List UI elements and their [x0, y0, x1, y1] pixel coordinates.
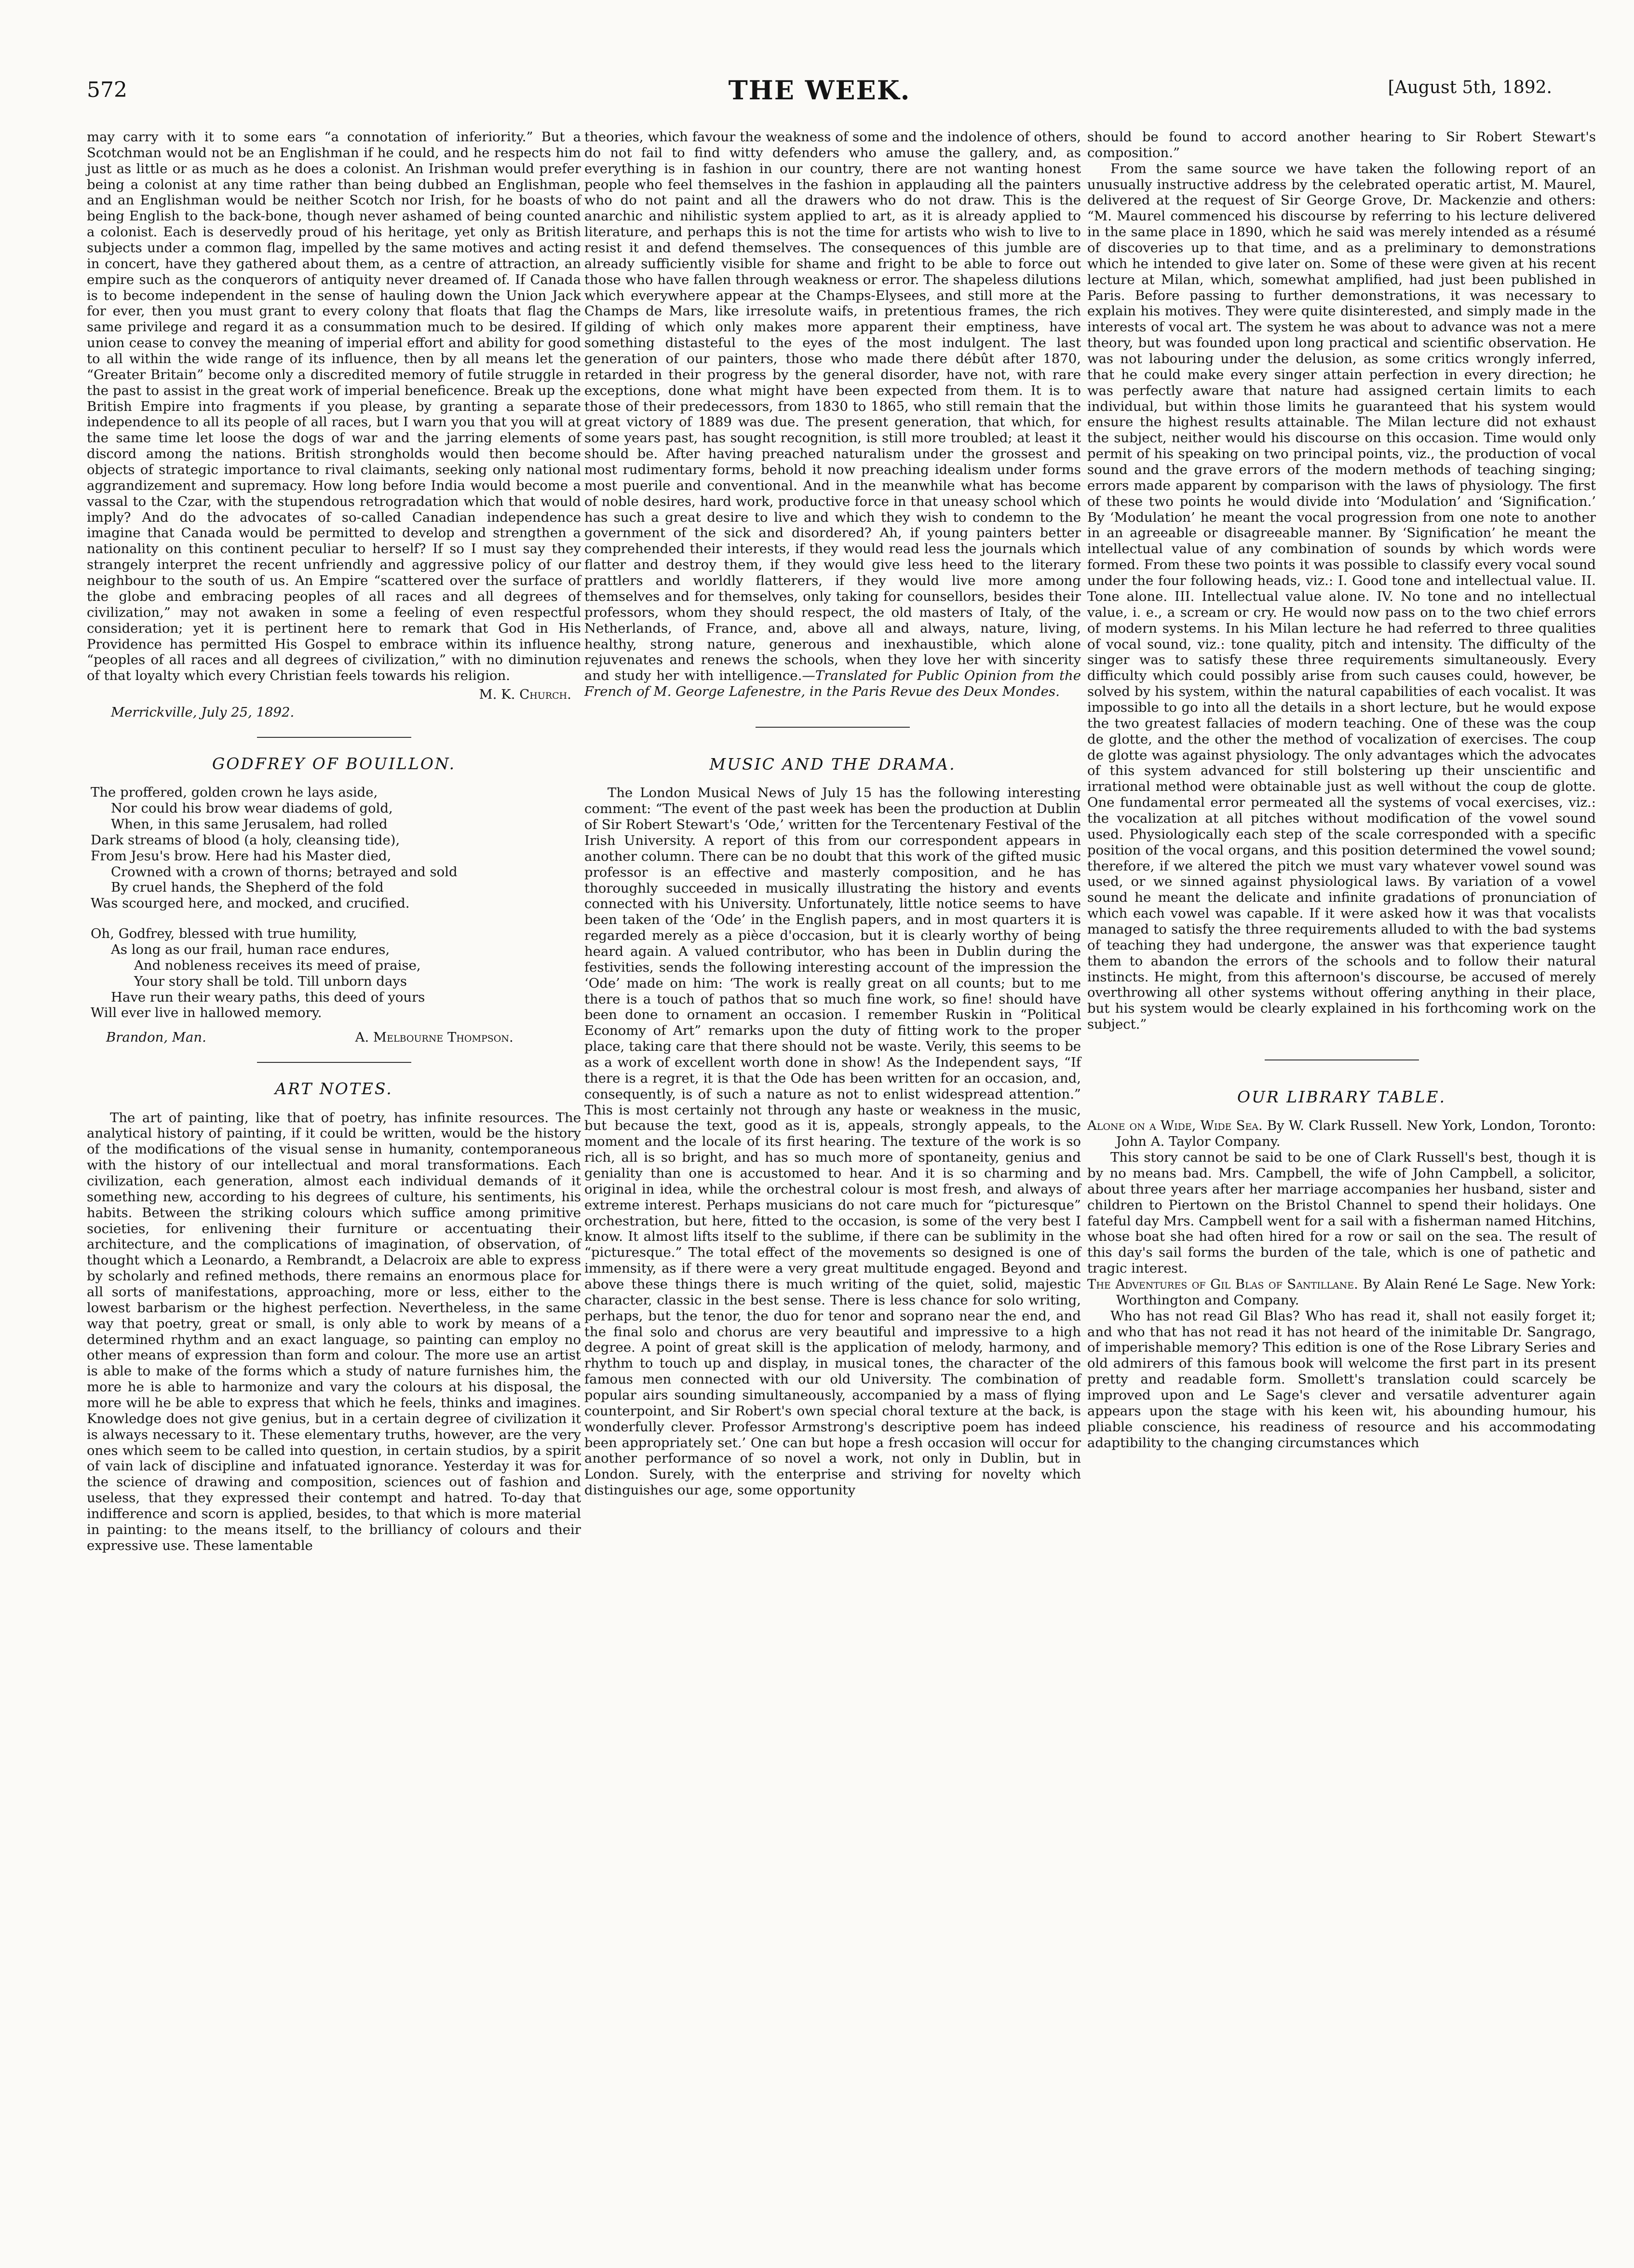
stanza-gap [91, 911, 581, 926]
poem-line: When, in this same Jerusalem, had rolled [111, 816, 388, 832]
poem-line: By cruel hands, the Shepherd of the fold [111, 880, 384, 896]
poem-line: As long as our frail, human race endures, [111, 941, 390, 957]
music-drama-title: MUSIC AND THE DRAMA. [709, 754, 956, 774]
letter-signature: M. K. Church. [479, 687, 571, 703]
book-title: Alone on a Wide, Wide Sea. [1087, 1118, 1263, 1134]
page-number: 572 [87, 78, 127, 102]
section-divider [1265, 1059, 1419, 1060]
book-review: Who has not read Gil Blas? Who has read it, shall not easily forget it; and who that has not read it has not heard of the inimitable Dr. Sangrago, of imperishable memory? This edition is one of the Rose Library Series and old admirers of this famous book will welcome the first part in its present pretty and readable form. Smollett's translation could scarcely be improved upon and Le Sage's clever and versatile adventurer again appears upon the stage with his keen wit, his abounding humour, his pliable conscience, his readiness of resource and his accommodating adaptibility to the changing circumstances which [1087, 1308, 1596, 1451]
book-details: By W. Clark Russell. New York, London, Toronto: John A. Taylor Company. [1116, 1118, 1596, 1150]
page-header [87, 75, 1552, 113]
poem-body [91, 785, 581, 1021]
art-notes-paragraph: The art of painting, like that of poetry, has infinite resources. The analytical history of painting, if it could be written, would be the history of the modifications of the visual sense in humanity, contemporaneous with the history of our intellectual and moral transformations. Each civilization, each generation, almost each individual demands of it something new, according to his degrees of culture, his sentiments, his habits. Between the striking colours which suffice among primitive societies, for enlivening their furniture or accentuating their architecture, and the complications of imagination, of observation, of thought which a Leonardo, a Rembrandt, a Delacroix are able to express by scholarly and refined methods, there remains an enormous place for all sorts of manifestations, approaching, more or less, either to the lowest barbarism or the highest perfection. Nevertheless, in the same way that poetry, great or small, is only able to work by means of a determined rhythm and an exact language, so painting can employ no other means of expression than form and colour. The more use an artist is able to make of the forms which a study of nature furnishes him, the more he is able to harmonize and vary the colours at his disposal, the more will he be able to express that which he feels, thinks and imagines. Knowledge does not give genius, but in a certain degree of civilization it is always necessary to it. These elementary truths, however, are the very ones which seem to be called into question, in certain studios, by a spirit of vain lack of discipline and infatuated ignorance. Yesterday it was for the science of drawing and composition, sciences out of fashion and useless, that they expressed their contempt and hatred. To-day that indifference and scorn is applied, besides, to that which is more material in painting: to the means itself, to the brilliancy of colours and their expressive use. These lamentable [87, 1110, 581, 1553]
letter-place-date: Merrickville, July 25, 1892. [111, 704, 295, 720]
art-notes-source: —Translated for Public Opinion from the French of M. George Lafenestre, in the Paris Revue des Deux Mondes. [584, 668, 1081, 700]
masthead-title: THE WEEK. [728, 75, 911, 106]
book-review: This story cannot be said to be one of Clark Russell's best, though it is by no means bad. Mrs. Campbell, the wife of John Campbell, a solicitor, about three years after her marriage accompanies her husband, sister and children to Piertown on the Bristol Channel to spend their holidays. One fateful day Mrs. Campbell went for a sail with a fisherman named Hitchins, whose boat she had often hired for a row or sail on the sea. The result of this day's sail forms the burden of the tale, which is one of pathetic and tragic interest. [1087, 1150, 1596, 1277]
art-notes-continued-text: theories, which favour the weakness of some and the indolence of others, do not fail to find witty defenders who amuse the gallery, and, as everything is in fashion in our country, there are not wanting honest people who feel themselves in the fashion in applauding all the painters who do not paint and all the drawers who do not draw. This is the anarchic and nihilistic system applied to art, as it is already applied to literature, and perhaps this is not the time for artists who wish to live to resist it and defend themselves. The consequences of this jumble are already sufficiently visible for shame and fright to be able to force out those who have fallen through weakness or error. The shapeless dilutions which everywhere appear at the Champs-Elysees, and still more at the Champs de Mars, like irresolute waifs, in pretentious frames, the rich gilding of which only makes more apparent their emptiness, have something distasteful to the eyes of the most indulgent. The last generation of our painters, those who made there débût after 1870, retarded in their progress by the general disorder, have not, with rare exceptions, done what might have been expected from them. It is to those of their predecessors, from 1830 to 1865, who still remain that the great victory of 1889 was due. The present generation, that which, for some years past, has sought recognition, is still more troubled; at least it should be. After having preached naturalism under the grossest and most rudimentary forms, behold it now preaching idealism under forms most puerile and conventional. And in the meanwhile what has become of noble desires, hard work, productive force in that uneasy school which has such a great desire to live and which they wish to condemn to the government of the sick and disordered? Ah, if young painters better comprehended their interests, if they would read less the journals which flatter and destroy them, if they would give less heed to the literary prattlers and worldly flatterers, if they would live more among themselves and for themselves, only taking for counsellors, besides their professors, whom they should respect, the old masters of Italy, of the Netherlands, of France, and, above all and always, nature, living, healthy, strong nature, generous and inexhaustible, which alone rejuvenates and renews the schools, when they love her with sincerity and study her with intelligence. [584, 129, 1081, 684]
poem-line: The proffered, golden crown he lays aside, [91, 785, 378, 801]
column-1 [87, 129, 581, 1554]
section-divider [257, 1062, 411, 1063]
book-details: By Alain René Le Sage. New York: Worthington and Company. [1116, 1277, 1596, 1308]
poem-author: A. Melbourne Thompson. [355, 1030, 513, 1046]
maurel-paragraph: From the same source we have taken the following report of an unusually instructive address by the celebrated operatic artist, M. Maurel, delivered at the request of Sir George Grove, Dr. Mackenzie and others: “M. Maurel commenced his discourse by referring to his lecture delivered in the same place in 1890, which he said was merely intended as a résumé of discoveries up to that time, and as a preliminary to demonstrations which he intended to give later on. Some of these were given at his recent lecture at Milan, which, somewhat amplified, had just been published in Paris. Before passing to further demonstrations, it was necessary to explain his motives. They were quite disinterested, and simply made in the interests of vocal art. The system he was about to advance was not a mere theory, but was founded upon long practical and scientific observation. He was not labouring under the delusion, as some critics wrongly inferred, that he could make every singer attain perfection in every direction; he was perfectly aware that nature had assigned certain limits to each individual, but within those limits he guaranteed that his system would ensure the highest results attainable. The Milan lecture did not exhaust the subject, neither would his discourse on this occasion. Time would only permit of his speaking on two principal points, viz., the production of vocal sound and the grave errors of the modern methods of teaching singing; errors made apparent by comparison with the laws of physiology. The first of these two points he would divide into ‘Modulation’ and ‘Signification.’ By ‘Modulation’ he meant the vocal progression from one note to another in an agreeable or disagreeable manner. By ‘Signification’ he meant the intellectual value of any combination of sounds by which words were formed. From these two points it was possible to classify every vocal sound under the four following heads, viz.: I. Good tone and intellectual value. II. Tone alone. III. Intellectual value alone. IV. No tone and no intellectual value, i. e., a scream or cry. He would now pass on to the two chief errors of modern systems. In his Milan lecture he had referred to three qualities of vocal sound, viz.: tone quality, pitch and intensity. The difficulty of the singer was to satisfy these three requirements simultaneously. Every difficulty which could possibly arise from such causes could, however, be solved by his system, within the natural capabilities of each vocalist. It was impossible to go into all the details in a short lecture, but he would expose the two greatest fallacies of modern teaching. One of these was the coup de glotte, and the other the method of vocalization of exercises. The coup de glotte was against physiology. The only advantages which the advocates of this system advanced for still bolstering up their unscientific and irrational method were obtainable just as well without the coup de glotte. One fundamental error permeated all the systems of vocal exercises, viz.: the vocalization at all pitches without modification of the vowel sound used. Physiologically each step of the scale corresponded with a specific position of the vocal organs, and this position determined the vowel sound; therefore, if we altered the pitch we must vary whatever vowel sound was used, or we sinned against physiological laws. By variation of a vowel sound he meant the delicate and infinite gradations of pronunciation of which each vowel was capable. If it were asked how it was that vocalists managed to satisfy the three requirements alluded to with the bad systems of teaching they had undergone, the answer was that experience taught them to abandon the errors of the schools and to follow their natural instincts. He might, from this afternoon's discourse, be accused of merely overthrowing all other systems without offering anything in their place, but his system would be clearly explained in his forthcoming work on the subject.” [1087, 161, 1596, 1032]
poem-line: From Jesu's brow. Here had his Master died, [91, 848, 392, 864]
book-title: The Adventures of Gil Blas of Santillane. [1087, 1277, 1358, 1292]
poem-line: Was scourged here, and mocked, and crucified. [91, 896, 410, 911]
book-entry-heading [1087, 1277, 1596, 1308]
issue-date: [August 5th, 1892. [1388, 78, 1552, 97]
poem-line: Dark streams of blood (a holy, cleansing tide), [91, 832, 400, 848]
poem-line: Have run their weary paths, this deed of yours [111, 989, 425, 1005]
section-divider [257, 737, 411, 738]
poem-line: Crowned with a crown of thorns; betrayed and sold [111, 864, 458, 880]
book-entry-heading [1087, 1118, 1596, 1150]
poem-line: Oh, Godfrey, blessed with true humility, [91, 926, 357, 942]
column-3 [1087, 129, 1596, 1451]
poem-line: And nobleness receives its meed of praise, [134, 957, 421, 973]
poem-line: Nor could his brow wear diadems of gold, [111, 801, 393, 816]
music-paragraph: The London Musical News of July 15 has the following interesting comment: “The event of the past week has been the production at Dublin of Sir Robert Stewart's ‘Ode,’ written for the Tercentenary Festival of the Irish University. A report of this from our correspondent appears in another column. There can be no doubt that this work of the gifted music professor is an effective and masterly composition, and he has thoroughly succeeded in musically illustrating the history and events connected with his University. Unfortunately, little notice seems to have been taken of the ‘Ode’ in the English papers, and in most quarters it is regarded merely as a pièce d'occasion, but it is clearly worthy of being heard again. A valued contributor, who has been in Dublin during the festivities, sends the following interesting account of the impression the ‘Ode’ made on him: ‘The work is really great on all counts; but to me there is a touch of pathos that so much fine work, so fine! should have been done to ornament an occasion. I remember Ruskin in “Political Economy of Art” remarks upon the duty of fitting work to the proper place, taking care that there should not be waste. Verily, this seems to be as a work of excellent worth done in show! As the Independent says, “If there is a regret, it is that the Ode has been written for an occasion, and, consequently, is of such a nature as not to enlist widespread attention.” This is most certainly not through any haste or weakness in the music, but because the text, good as it is, appeals, strongly appeals, to the moment and the locale of its first hearing. The texture of the work is so rich, all is so bright, and has so much more of spontaneity, genius and geniality than one is accustomed to hear. And it is so charming and original in idea, while the orchestral colour is most fresh, and always of extreme interest. Perhaps musicians do not care much for “picturesque” orchestration, but here, fitted to the occasion, is some of the very best I know. It almost lifts itself to the sublime, if there can be sublimity in the “picturesque.” The total effect of the movements so designed is one of immensity, as if there were a very great multitude engaged. Beyond and above these things there is much writing of the quiet, solid, majestic character, classic in the best sense. There is less chance for solo writing, perhaps, but the tenor, the duo for tenor and soprano near the end, and the final solo and chorus are very beautiful and impressive to a high degree. A point of great skill is the application of melody, harmony, and rhythm to touch up and display, in musical tones, the character of the famous men connected with our old University. The combination of popular airs sounding simultaneously, accompanied by a mass of flying counterpoint, and Sir Robert's own special choral texture at the back, is wonderfully clever. Professor Armstrong's descriptive poem has indeed been appropriately set.’ One can but hope a fresh occasion will occur for another performance of so novel a work, not only in Dublin, but in London. Surely, with the enterprise and striving for novelty which distinguishes our age, some opportunity [584, 785, 1081, 1498]
art-notes-continued [584, 129, 1081, 700]
poem-title: GODFREY OF BOUILLON. [212, 754, 456, 773]
column-2 [584, 129, 1081, 1498]
poem-attribution [106, 1030, 581, 1046]
poem-place: Brandon, Man. [106, 1030, 206, 1046]
library-table-title: OUR LIBRARY TABLE. [1237, 1087, 1446, 1106]
art-notes-title: ART NOTES. [275, 1079, 393, 1099]
music-continued: should be found to accord another hearing to Sir Robert Stewart's composition.” [1087, 129, 1596, 161]
poem-line: Your story shall be told. Till unborn days [134, 973, 407, 989]
section-divider [756, 727, 910, 728]
letter-paragraph: may carry with it to some ears “a connotation of inferiority.” But a Scotchman would not be an Englishman if he could, and he respects him just as little or as much as he does a colonist. An Irishman would prefer being a colonist at any time rather than being dubbed an Englishman, and an Englishman would be neither Scotch nor Irish, for he boasts of being English to the back-bone, though never ashamed of being counted a colonist. Each is deservedly proud of his heritage, yet only as British subjects under a common flag, impelled by the same motives and acting in concert, have they gathered about them, as a centre of attraction, an empire such as the conquerors of antiquity never dreamed of. If Canada is to become independent in the sense of hauling down the Union Jack for ever, then you must grant to every colony that floats that flag the same privilege and regard it as a consummation much to be desired. If union cease to convey the meaning of imperial effort and ability for good to all within the wide range of its influence, then by all means let the “Greater Britain” become only a discredited memory of futile struggle in the past to assist in the great work of imperial beneficence. Break up the British Empire into fragments if you please, by granting a separate independence to all its people of all races, but I warn you that you will at the same time let loose the dogs of war and the jarring elements of discord among the nations. British strongholds would then become objects of strategic importance to rival claimants, seeking only national aggrandizement and supremacy. How long before India would become a vassal to the Czar, with the stupendous retrogradation which that would imply? And do the advocates of so-called Canadian independence imagine that Canada would be permitted to develop and strengthen a nationality on this continent peculiar to herself? If so I must say they strangely interpret the recent unfriendly and aggressive policy of our neighbour to the south of us. An Empire “scattered over the surface of the globe and embracing peoples of all races and all degrees of civilization,” may not awaken in some a feeling of even respectful consideration; yet it is pertinent here to remark that God in His Providence has permitted His Gospel to embrace within its influence “peoples of all races and all degrees of civilization,” with no diminution of that loyalty which every Christian feels towards his religion. [87, 129, 581, 684]
poem-line: Will ever live in hallowed memory. [91, 1005, 322, 1021]
